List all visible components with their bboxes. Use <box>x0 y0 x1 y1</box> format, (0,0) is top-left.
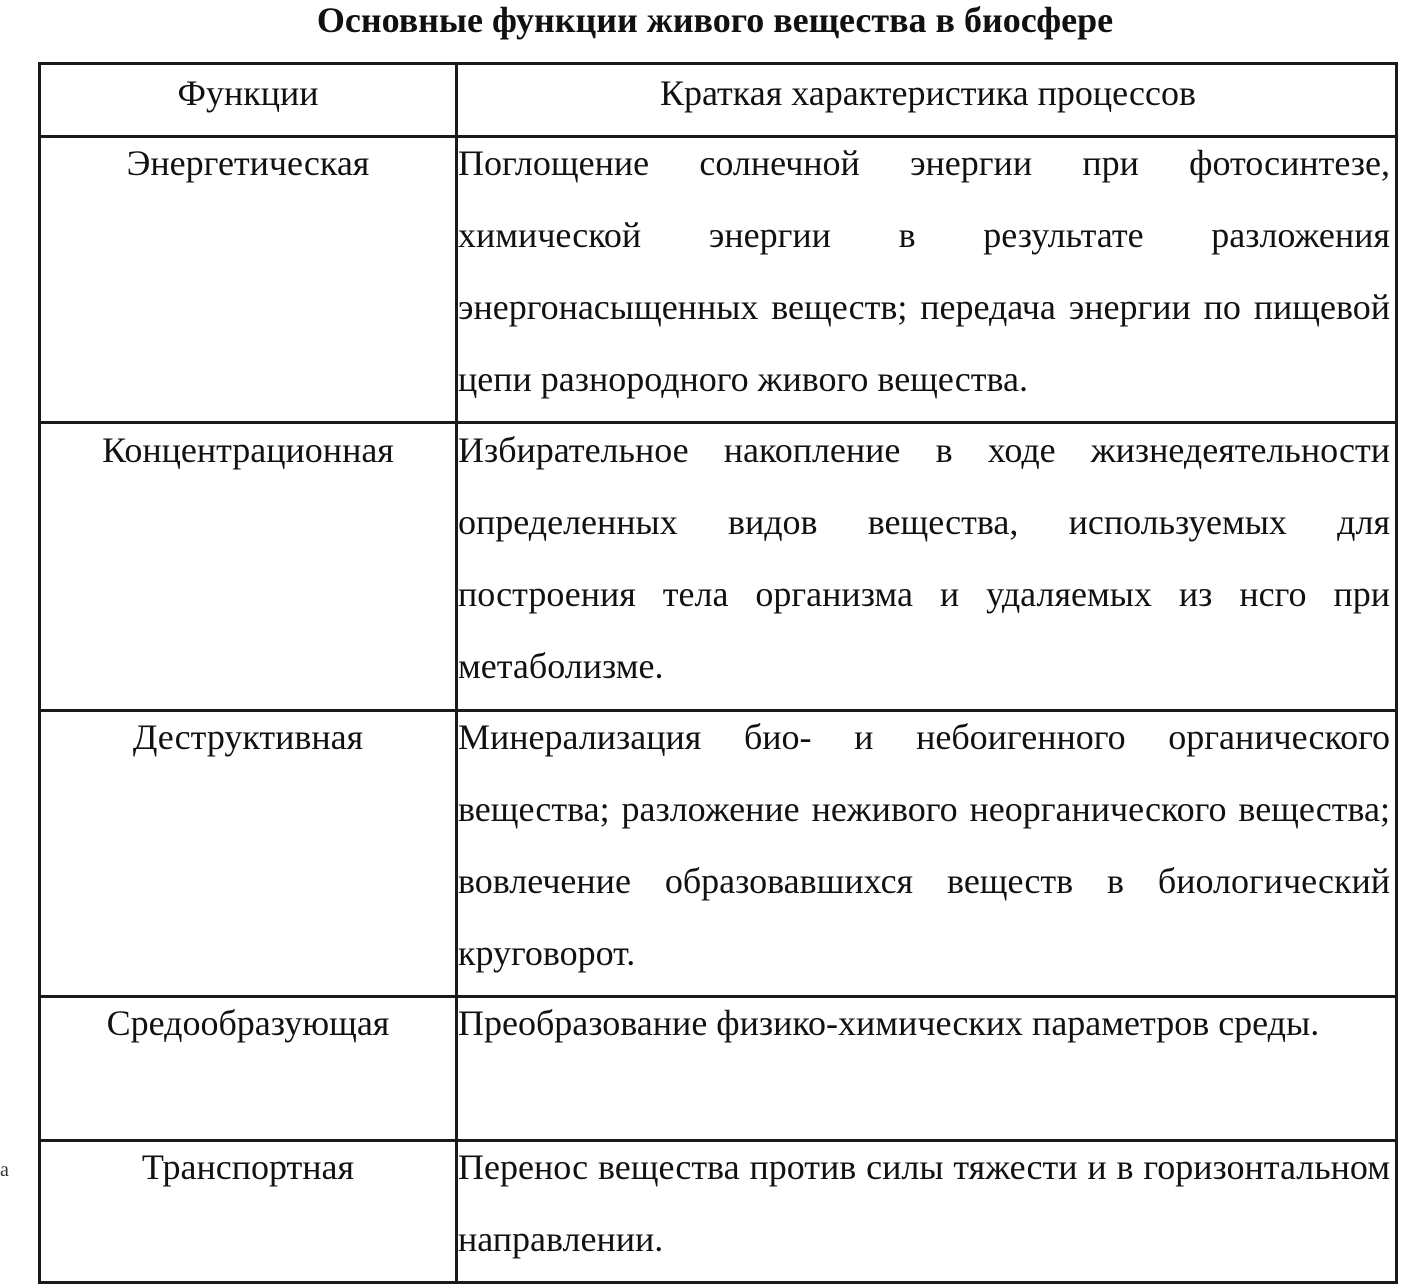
functions-table <box>38 62 1398 1284</box>
page-title: Основные функции живого вещества в биосфере <box>316 0 1114 40</box>
description-transport: Перенос вещества против силы тяжести и в горизонтальном направлении. <box>458 1147 1390 1259</box>
margin-mark: a <box>0 1159 9 1181</box>
header-description: Краткая характеристика процессов <box>659 73 1196 113</box>
function-concentration: Концентрационная <box>102 430 394 470</box>
description-destructive: Минерализация био- и небоигенного органического вещества; разложение неживого неорганического вещества; вовлечение образовавшихся веществ в биологический круговорот. <box>458 717 1390 973</box>
function-environment: Средообразующая <box>106 1003 390 1043</box>
function-transport: Транспортная <box>141 1147 355 1187</box>
header-functions: Функции <box>177 73 319 113</box>
description-environment: Преобразование физико-химических параметров среды. <box>458 1003 1320 1043</box>
description-energy: Поглощение солнечной энергии при фотосинтезе, химической энергии в результате разложения энергонасыщенных веществ; передача энергии по пищевой цепи разнородного живого вещества. <box>458 143 1390 399</box>
description-concentration: Избирательное накопление в ходе жизнедеятельности определенных видов вещества, используемых для построения тела организма и удаляемых из нсго при метаболизме. <box>458 430 1390 686</box>
function-destructive: Деструктивная <box>132 717 364 757</box>
function-energy: Энергетическая <box>126 143 370 183</box>
